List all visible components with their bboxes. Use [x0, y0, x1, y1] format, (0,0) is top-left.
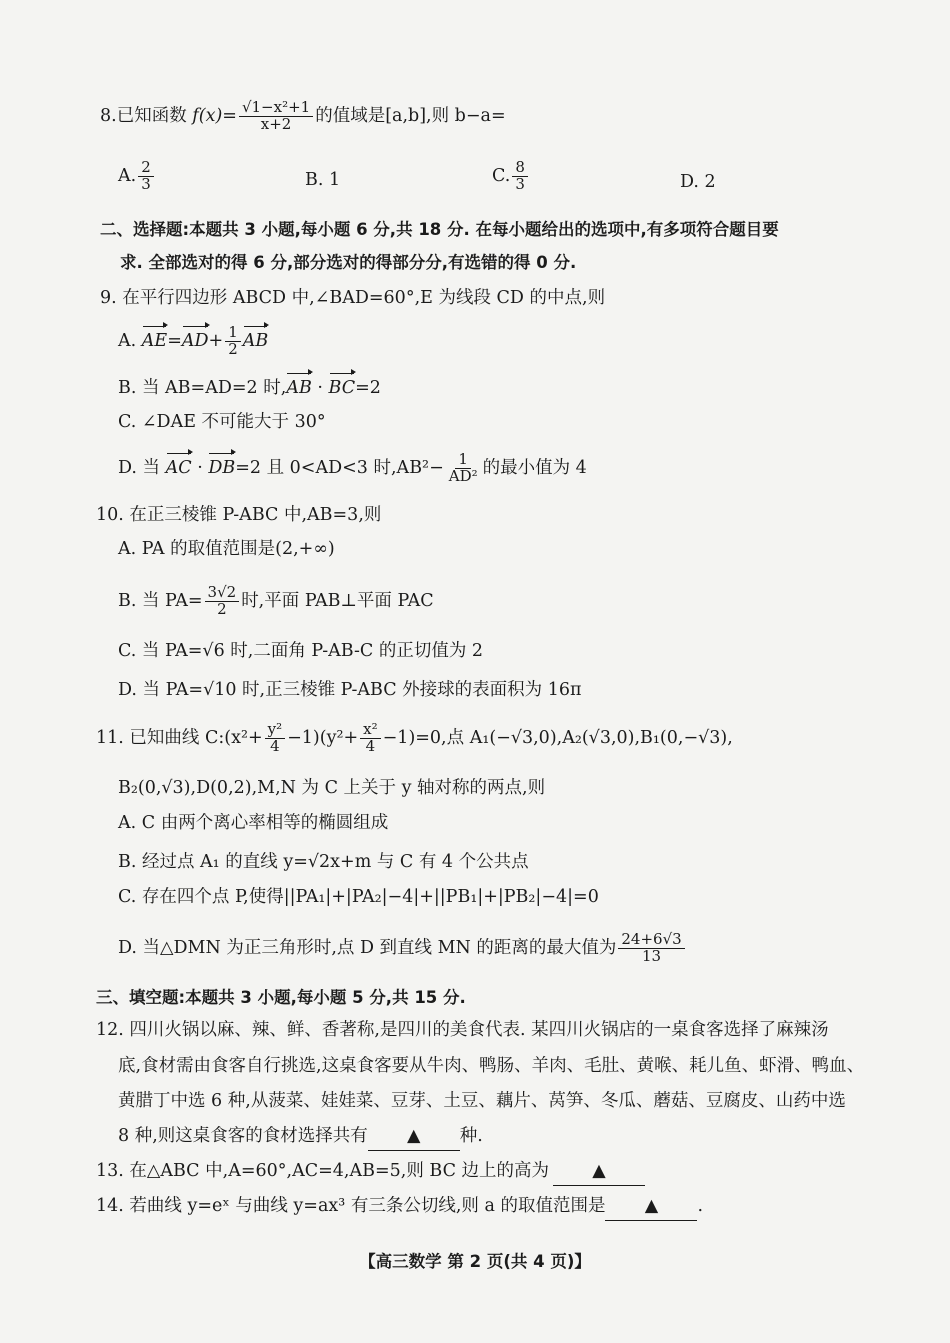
q9-d-post: 的最小值为 4: [482, 457, 587, 478]
q10-b-frac: [205, 585, 240, 618]
q9-a-frac: [225, 325, 241, 358]
q8-option-c: [492, 160, 530, 193]
q9-b-vec-ab: AB: [286, 374, 312, 402]
q8-fraction: [239, 100, 313, 133]
q13-answer-blank[interactable]: ▲: [553, 1157, 645, 1186]
q9-d-mid: =2 且 0<AD<3 时,AB²−: [235, 457, 444, 478]
q10-b-num: 3√2: [205, 585, 240, 602]
q8-frac-num: √1−x²+1: [239, 100, 313, 117]
q8-frac-den: x+2: [260, 114, 292, 133]
q14: [96, 1192, 950, 1221]
q9-option-d: [118, 452, 950, 485]
q11-stem-post: −1)=0,点 A₁(−√3,0),A₂(√3,0),B₁(0,−√3),: [382, 727, 733, 748]
q8-option-a-den: 3: [141, 174, 151, 193]
q8-option-c-den: 3: [515, 174, 525, 193]
q12-line4-pre: 8 种,则这桌食客的食材选择共有: [118, 1126, 368, 1146]
q9-b-post: =2: [355, 378, 381, 398]
q11-option-b: B. 经过点 A₁ 的直线 y=√2x+m 与 C 有 4 个公共点: [118, 852, 529, 872]
q14-post: .: [697, 1196, 704, 1216]
q9-d-vec-ac: AC: [166, 454, 192, 482]
q9-d-num: 1: [455, 452, 471, 469]
q9-stem: 9. 在平行四边形 ABCD 中,∠BAD=60°,E 为线段 CD 的中点,则: [100, 288, 606, 308]
q12-line4-post: 种.: [459, 1126, 483, 1146]
q8-prefix: 8.已知函数: [100, 105, 193, 126]
q9-a-den: 2: [228, 339, 238, 358]
q9-a-vec-ae: AE: [142, 327, 167, 355]
q9-a-label: A.: [118, 330, 142, 351]
q11-f1-num: y²: [265, 722, 286, 739]
q8-stem: [100, 100, 950, 133]
q11-stem: [96, 722, 950, 755]
q9-b-dot: ·: [311, 378, 329, 398]
q8-option-c-num: 8: [512, 160, 528, 177]
q9-d-dot: ·: [191, 457, 209, 478]
q8-option-a-label: A.: [118, 165, 137, 186]
q12-line1: 12. 四川火锅以麻、辣、鲜、香著称,是四川的美食代表. 某四川火锅店的一桌食客选择了麻辣汤: [96, 1020, 829, 1040]
q13-text: 13. 在△ABC 中,A=60°,AC=4,AB=5,则 BC 边上的高为: [96, 1161, 550, 1181]
q9-a-eq: =: [167, 330, 182, 351]
q14-answer-blank[interactable]: ▲: [605, 1192, 697, 1221]
q11-f2-num: x²: [360, 722, 380, 739]
q9-b-pre: B. 当 AB=AD=2 时,: [118, 378, 287, 398]
section3-heading: 三、填空题:本题共 3 小题,每小题 5 分,共 15 分.: [96, 988, 466, 1007]
q11-stem-pre: 11. 已知曲线 C:(x²+: [96, 727, 263, 748]
q9-d-frac: [446, 452, 481, 485]
q9-a-plus: +: [208, 330, 224, 351]
q8-option-b: B. 1: [305, 170, 341, 190]
q10-stem: 10. 在正三棱锥 P-ABC 中,AB=3,则: [96, 505, 382, 525]
q11-option-a: A. C 由两个离心率相等的椭圆组成: [118, 813, 389, 833]
section2-heading-line1: 二、选择题:本题共 3 小题,每小题 6 分,共 18 分. 在每小题给出的选项中,有多项符合题目要: [100, 220, 779, 239]
q9-option-b: [118, 374, 950, 402]
q10-b-pre: B. 当 PA=: [118, 590, 203, 611]
q11-d-frac: [618, 932, 684, 965]
q13: [96, 1157, 950, 1186]
q8-option-c-frac: [512, 160, 528, 193]
q10-option-d: D. 当 PA=√10 时,正三棱锥 P-ABC 外接球的表面积为 16π: [118, 680, 582, 700]
q12-line2: 底,食材需由食客自行挑选,这桌食客要从牛肉、鸭肠、羊肉、毛肚、黄喉、耗儿鱼、虾滑、鸭血、: [118, 1056, 865, 1076]
q11-option-c: C. 存在四个点 P,使得||PA₁|+|PA₂|−4|+||PB₁|+|PB₂|−4|=0: [118, 887, 599, 907]
q9-a-vec-ad: AD: [182, 327, 209, 355]
q11-d-num: 24+6√3: [618, 932, 684, 949]
q9-d-pre: D. 当: [118, 457, 166, 478]
section2-heading-line2: 求. 全部选对的得 6 分,部分选对的得部分分,有选错的得 0 分.: [120, 253, 577, 272]
q11-frac2: [360, 722, 380, 755]
q11-d-den: 13: [642, 946, 662, 965]
q9-d-vec-db: DB: [208, 454, 235, 482]
q10-b-post: 时,平面 PAB⊥平面 PAC: [241, 590, 434, 611]
q10-option-c: C. 当 PA=√6 时,二面角 P-AB-C 的正切值为 2: [118, 641, 484, 661]
q9-d-den: AD²: [448, 466, 478, 485]
q9-a-num: 1: [225, 325, 241, 342]
q12-line3: 黄腊丁中选 6 种,从菠菜、娃娃菜、豆芽、土豆、藕片、莴笋、冬瓜、蘑菇、豆腐皮、山药中选: [118, 1091, 846, 1111]
q11-option-d: [118, 932, 950, 965]
q8-option-a-num: 2: [138, 160, 154, 177]
q11-f2-den: 4: [365, 736, 376, 755]
q9-b-vec-bc: BC: [329, 374, 356, 402]
q11-f1-den: 4: [270, 736, 280, 755]
q8-option-c-label: C.: [492, 165, 511, 186]
q12-line4: [118, 1122, 950, 1151]
q12-answer-blank[interactable]: ▲: [368, 1122, 460, 1151]
q8-suffix: 的值域是[a,b],则 b−a=: [315, 105, 506, 126]
page-footer: 【高三数学 第 2 页(共 4 页)】: [359, 1252, 591, 1271]
q10-option-b: [118, 585, 950, 618]
q14-text: 14. 若曲线 y=eˣ 与曲线 y=ax³ 有三条公切线,则 a 的取值范围是: [96, 1196, 606, 1216]
q8-option-a-frac: [138, 160, 154, 193]
q8-option-a: [118, 160, 156, 193]
q8-option-d: D. 2: [680, 172, 716, 192]
q9-option-c: C. ∠DAE 不可能大于 30°: [118, 412, 326, 432]
q10-b-den: 2: [217, 599, 227, 618]
q9-option-a: [118, 325, 950, 358]
q11-frac1: [265, 722, 286, 755]
q11-d-pre: D. 当△DMN 为正三角形时,点 D 到直线 MN 的距离的最大值为: [118, 937, 617, 958]
q9-a-vec-ab: AB: [243, 327, 269, 355]
q11-stem-line2: B₂(0,√3),D(0,2),M,N 为 C 上关于 y 轴对称的两点,则: [118, 778, 546, 798]
q10-option-a: A. PA 的取值范围是(2,+∞): [118, 539, 335, 559]
q8-func: f(x)=: [192, 105, 237, 126]
q11-stem-mid: −1)(y²+: [287, 727, 359, 748]
